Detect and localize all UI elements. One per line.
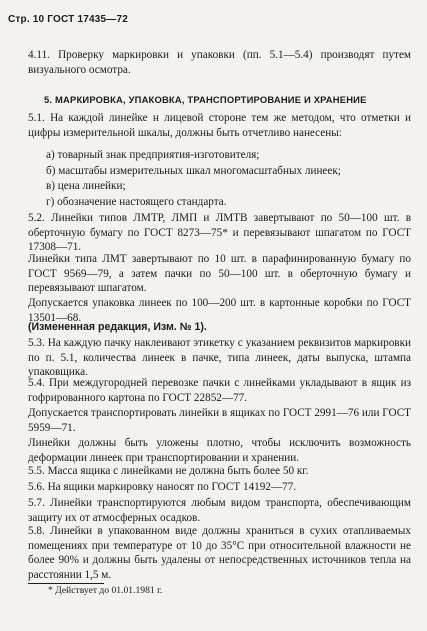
section-title: 5. МАРКИРОВКА, УПАКОВКА, ТРАНСПОРТИРОВАНИЕ И ХРАНЕНИЕ xyxy=(44,94,367,105)
paragraph-5-6: 5.6. На ящики маркировку наносят по ГОСТ 14192—77. xyxy=(28,481,297,493)
footnote-divider xyxy=(28,583,104,584)
paragraph-5-5: 5.5. Масса ящика с линейками не должна быть более 50 кг. xyxy=(28,465,309,477)
list-item-b: б) масштабы измерительных шкал многомасштабных линеек; xyxy=(46,165,341,177)
list-item-v: в) цена линейки; xyxy=(46,180,126,192)
paragraph-5-7: 5.7. Линейки транспортируются любым видом транспорта, обеспечивающим защиту их от атмосферных осадков. xyxy=(28,497,411,524)
paragraph-5-2: 5.2. Линейки типов ЛМТР, ЛМП и ЛМТВ завертывают по 50—100 шт. в оберточную бумагу по ГОСТ 8273—75* и перевязывают шпагатом по ГОСТ 17308—71. xyxy=(28,212,411,254)
paragraph-5-4: 5.4. При междугородней перевозке пачки с линейками укладывают в ящик из гофрированного картона по ГОСТ 22852—77. xyxy=(28,377,411,404)
paragraph-5-2-cardboard: Допускается упаковка линеек по 100—200 шт. в картонные коробки по ГОСТ 13501—68. xyxy=(28,297,411,324)
paragraph-5-8: 5.8. Линейки в упакованном виде должны храниться в сухих отапливаемых помещениях при температуре от 10 до 35°С при относительной влажности не более 90% и должны быть удалены от непосредственных источников тепла на расстоянии 1,5 м. xyxy=(28,525,411,581)
list-item-g: г) обозначение настоящего стандарта. xyxy=(46,196,227,208)
paragraph-5-3: 5.3. На каждую пачку наклеивают этикетку с указанием реквизитов маркировки по п. 5.1, количества линеек в пачке, типа линеек, даты выпуска, штампа упаковщика. xyxy=(28,337,411,379)
amendment-note: (Измененная редакция, Изм. № 1). xyxy=(28,321,207,333)
page-header: Стр. 10 ГОСТ 17435—72 xyxy=(8,14,128,25)
paragraph-5-1: 5.1. На каждой линейке н лицевой стороне тем же методом, что отметки и цифры измерительной шкалы, должны быть отчетливо нанесены: xyxy=(28,112,411,139)
paragraph-5-4-packing: Линейки должны быть уложены плотно, чтобы исключить возможность деформации линеек при транспортировании и хранении. xyxy=(28,437,411,464)
footnote: * Действует до 01.01.1981 г. xyxy=(48,585,163,596)
paragraph-4-11: 4.11. Проверку маркировки и упаковки (пп. 5.1—5.4) производят путем визуального осмотра. xyxy=(28,49,411,76)
paragraph-5-4-boxes: Допускается транспортировать линейки в ящиках по ГОСТ 2991—76 или ГОСТ 5959—71. xyxy=(28,407,411,434)
paragraph-5-2-lmt: Линейки типа ЛМТ завертывают по 10 шт. в парафинированную бумагу по ГОСТ 9569—79, а затем пачки по 50—100 шт. в оберточную бумагу и перевязывают шпагатом. xyxy=(28,253,411,295)
list-item-a: а) товарный знак предприятия-изготовителя; xyxy=(46,149,260,161)
